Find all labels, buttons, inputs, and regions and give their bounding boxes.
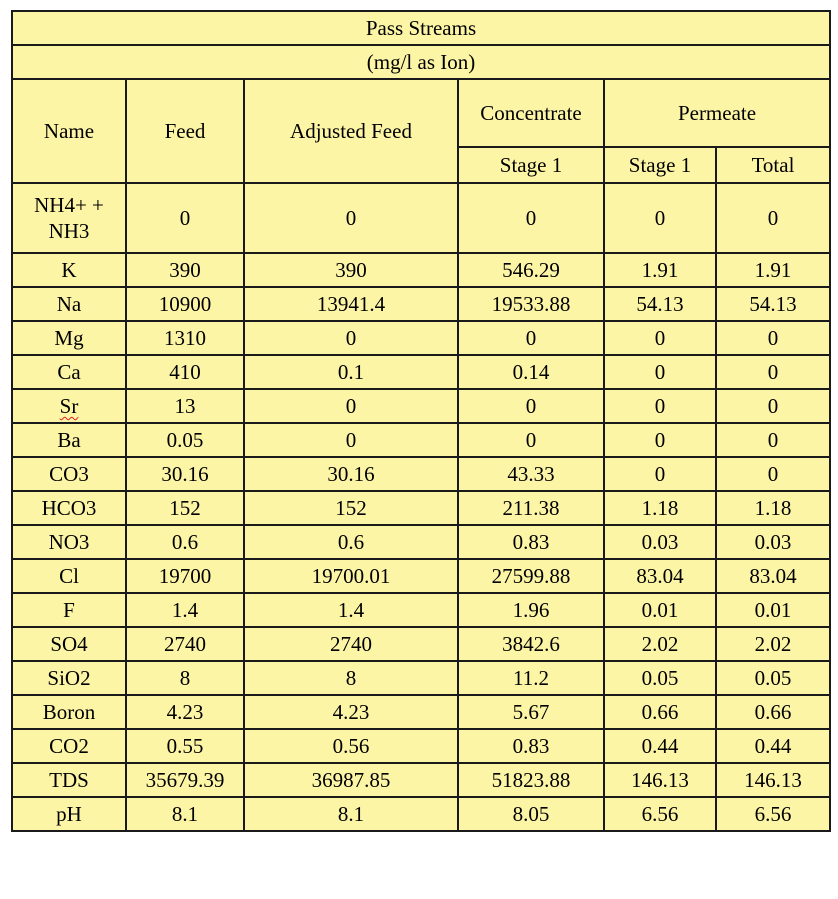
cell-concentrate: 8.05 (458, 797, 604, 831)
cell-name-line: NH4+ + (34, 193, 104, 217)
cell-feed: 410 (126, 355, 244, 389)
cell-concentrate: 0 (458, 389, 604, 423)
cell-name: TDS (12, 763, 126, 797)
table-row (12, 321, 830, 355)
table-row (12, 593, 830, 627)
table-row (12, 253, 830, 287)
header-row-1 (12, 79, 830, 147)
title-row (12, 11, 830, 45)
table-units: (mg/l as Ion) (12, 45, 830, 79)
cell-adjusted-feed: 30.16 (244, 457, 458, 491)
cell-concentrate: 0 (458, 183, 604, 253)
cell-feed: 8.1 (126, 797, 244, 831)
cell-concentrate: 11.2 (458, 661, 604, 695)
cell-feed: 30.16 (126, 457, 244, 491)
table-row (12, 491, 830, 525)
cell-adjusted-feed: 0 (244, 183, 458, 253)
cell-permeate-stage1: 1.18 (604, 491, 716, 525)
pass-streams-table-container (11, 10, 829, 832)
cell-permeate-total: 6.56 (716, 797, 830, 831)
cell-concentrate: 43.33 (458, 457, 604, 491)
cell-concentrate: 51823.88 (458, 763, 604, 797)
cell-adjusted-feed: 4.23 (244, 695, 458, 729)
cell-adjusted-feed: 1.4 (244, 593, 458, 627)
table-row (12, 423, 830, 457)
table-row (12, 389, 830, 423)
cell-permeate-total: 2.02 (716, 627, 830, 661)
cell-permeate-stage1: 0.66 (604, 695, 716, 729)
cell-adjusted-feed: 19700.01 (244, 559, 458, 593)
cell-permeate-total: 1.18 (716, 491, 830, 525)
cell-feed: 2740 (126, 627, 244, 661)
cell-feed: 19700 (126, 559, 244, 593)
cell-permeate-stage1: 0.01 (604, 593, 716, 627)
cell-concentrate: 3842.6 (458, 627, 604, 661)
cell-name: Cl (12, 559, 126, 593)
cell-concentrate: 1.96 (458, 593, 604, 627)
table-row (12, 525, 830, 559)
cell-concentrate: 0.14 (458, 355, 604, 389)
cell-permeate-stage1: 54.13 (604, 287, 716, 321)
cell-permeate-total: 0.44 (716, 729, 830, 763)
table-row (12, 559, 830, 593)
cell-adjusted-feed: 13941.4 (244, 287, 458, 321)
cell-permeate-total: 54.13 (716, 287, 830, 321)
cell-feed: 0.55 (126, 729, 244, 763)
cell-permeate-total: 0 (716, 423, 830, 457)
cell-name: CO3 (12, 457, 126, 491)
header-permeate: Permeate (604, 79, 830, 147)
cell-name: NO3 (12, 525, 126, 559)
cell-adjusted-feed: 0 (244, 321, 458, 355)
cell-name: SO4 (12, 627, 126, 661)
cell-adjusted-feed: 8 (244, 661, 458, 695)
cell-permeate-stage1: 0.03 (604, 525, 716, 559)
table-row (12, 729, 830, 763)
cell-permeate-total: 0.01 (716, 593, 830, 627)
cell-adjusted-feed: 152 (244, 491, 458, 525)
spellcheck-underlined-text: Sr (59, 394, 79, 418)
cell-permeate-total: 0.03 (716, 525, 830, 559)
cell-permeate-total: 0 (716, 183, 830, 253)
cell-permeate-total: 0.05 (716, 661, 830, 695)
cell-concentrate: 0.83 (458, 525, 604, 559)
cell-permeate-total: 0 (716, 389, 830, 423)
table-row (12, 797, 830, 831)
cell-permeate-stage1: 0.05 (604, 661, 716, 695)
cell-adjusted-feed: 0.1 (244, 355, 458, 389)
cell-permeate-stage1: 6.56 (604, 797, 716, 831)
cell-feed: 4.23 (126, 695, 244, 729)
units-row (12, 45, 830, 79)
cell-permeate-total: 0.66 (716, 695, 830, 729)
cell-permeate-stage1: 0 (604, 457, 716, 491)
cell-permeate-total: 146.13 (716, 763, 830, 797)
cell-permeate-stage1: 83.04 (604, 559, 716, 593)
cell-permeate-stage1: 1.91 (604, 253, 716, 287)
cell-name: SiO2 (12, 661, 126, 695)
cell-name: Mg (12, 321, 126, 355)
cell-adjusted-feed: 8.1 (244, 797, 458, 831)
cell-name: CO2 (12, 729, 126, 763)
cell-concentrate: 27599.88 (458, 559, 604, 593)
cell-permeate-total: 0 (716, 321, 830, 355)
cell-adjusted-feed: 2740 (244, 627, 458, 661)
cell-name: Na (12, 287, 126, 321)
cell-permeate-stage1: 0 (604, 423, 716, 457)
cell-name-line: NH3 (48, 219, 90, 243)
table-row (12, 763, 830, 797)
header-feed: Feed (126, 79, 244, 183)
cell-feed: 8 (126, 661, 244, 695)
header-adjusted-feed: Adjusted Feed (244, 79, 458, 183)
cell-feed: 1.4 (126, 593, 244, 627)
cell-concentrate: 546.29 (458, 253, 604, 287)
cell-adjusted-feed: 36987.85 (244, 763, 458, 797)
cell-concentrate: 211.38 (458, 491, 604, 525)
cell-concentrate: 0.83 (458, 729, 604, 763)
cell-permeate-total: 83.04 (716, 559, 830, 593)
cell-feed: 1310 (126, 321, 244, 355)
cell-feed: 152 (126, 491, 244, 525)
cell-feed: 35679.39 (126, 763, 244, 797)
cell-adjusted-feed: 0.56 (244, 729, 458, 763)
cell-feed: 0.6 (126, 525, 244, 559)
cell-permeate-stage1: 0 (604, 389, 716, 423)
header-concentrate: Concentrate (458, 79, 604, 147)
cell-feed: 10900 (126, 287, 244, 321)
cell-name: pH (12, 797, 126, 831)
cell-concentrate: 0 (458, 321, 604, 355)
table-row (12, 457, 830, 491)
cell-permeate-stage1: 146.13 (604, 763, 716, 797)
cell-concentrate: 5.67 (458, 695, 604, 729)
cell-name: K (12, 253, 126, 287)
cell-feed: 390 (126, 253, 244, 287)
cell-permeate-stage1: 2.02 (604, 627, 716, 661)
cell-permeate-total: 0 (716, 457, 830, 491)
cell-permeate-stage1: 0 (604, 183, 716, 253)
cell-feed: 0.05 (126, 423, 244, 457)
table-row (12, 183, 830, 253)
header-permeate-stage1: Stage 1 (604, 147, 716, 183)
cell-feed: 0 (126, 183, 244, 253)
cell-name (12, 183, 126, 253)
cell-permeate-stage1: 0.44 (604, 729, 716, 763)
table-title: Pass Streams (12, 11, 830, 45)
table-row (12, 355, 830, 389)
cell-adjusted-feed: 0.6 (244, 525, 458, 559)
cell-name: F (12, 593, 126, 627)
cell-adjusted-feed: 0 (244, 423, 458, 457)
cell-permeate-total: 0 (716, 355, 830, 389)
table-row (12, 695, 830, 729)
header-name: Name (12, 79, 126, 183)
cell-permeate-stage1: 0 (604, 321, 716, 355)
cell-name: HCO3 (12, 491, 126, 525)
table-row (12, 627, 830, 661)
pass-streams-table (11, 10, 831, 832)
cell-permeate-total: 1.91 (716, 253, 830, 287)
cell-adjusted-feed: 390 (244, 253, 458, 287)
table-row (12, 661, 830, 695)
table-row (12, 287, 830, 321)
cell-name (12, 389, 126, 423)
cell-adjusted-feed: 0 (244, 389, 458, 423)
cell-concentrate: 0 (458, 423, 604, 457)
cell-feed: 13 (126, 389, 244, 423)
cell-name: Boron (12, 695, 126, 729)
cell-name: Ba (12, 423, 126, 457)
cell-permeate-stage1: 0 (604, 355, 716, 389)
cell-concentrate: 19533.88 (458, 287, 604, 321)
cell-name: Ca (12, 355, 126, 389)
header-concentrate-stage1: Stage 1 (458, 147, 604, 183)
header-permeate-total: Total (716, 147, 830, 183)
